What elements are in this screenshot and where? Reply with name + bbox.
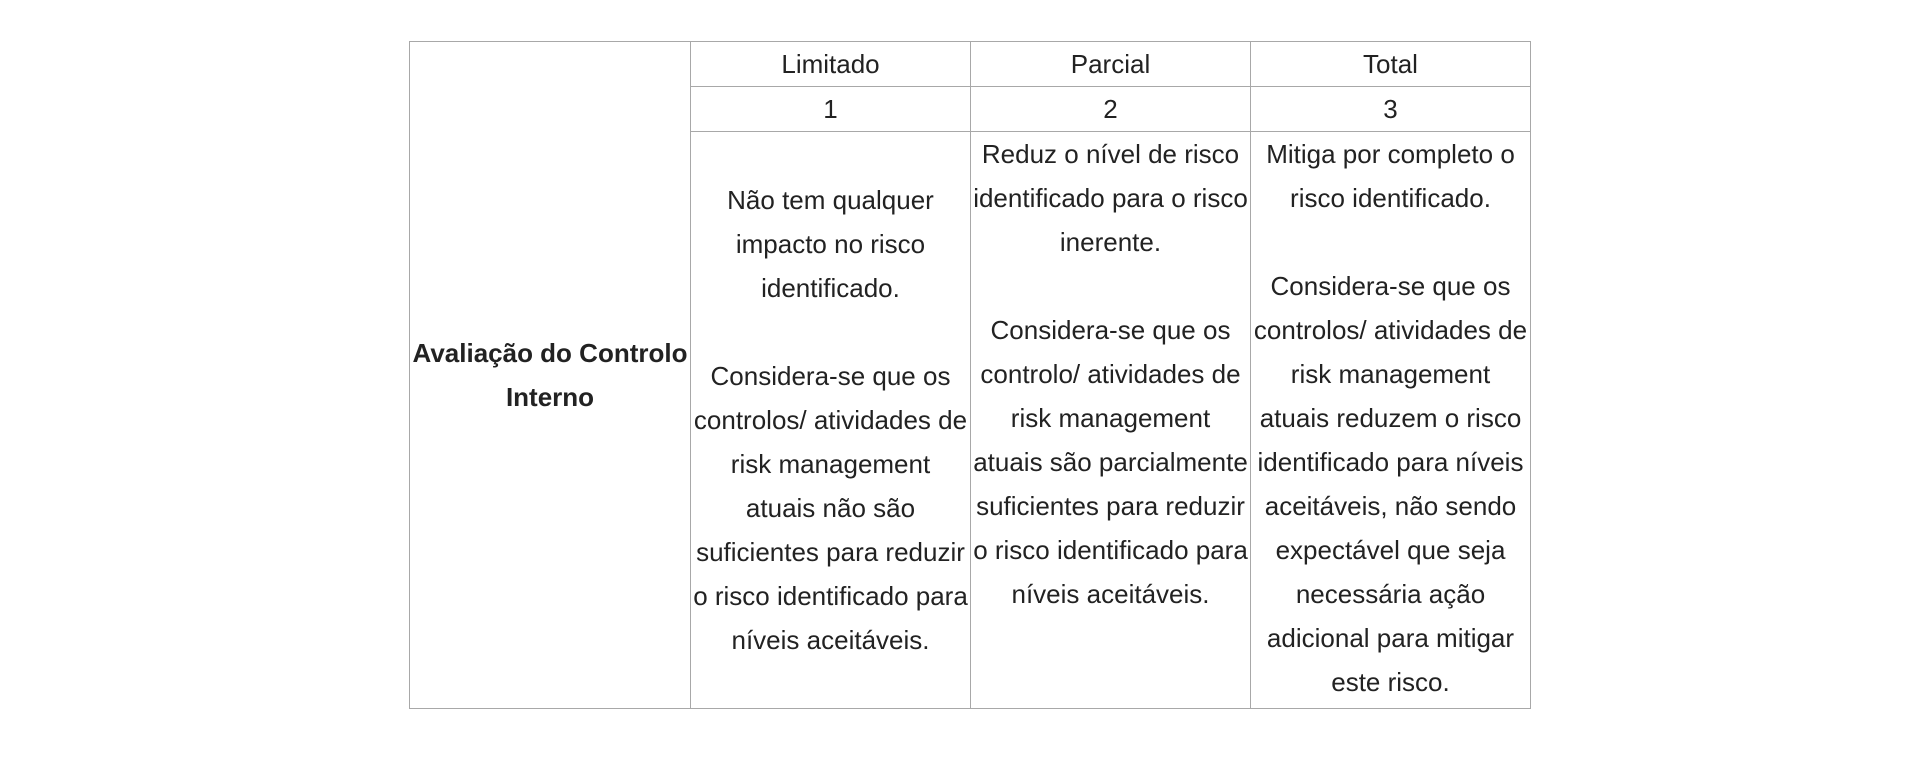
row-label-cell: Avaliação do Controlo Interno xyxy=(410,42,691,709)
description-cell-parcial: Reduz o nível de risco identificado para o risco inerente. Considera-se que os controlo/ atividades de risk management atuais são parcialmente suficientes para reduzir o risco identificado para níveis aceitáveis. xyxy=(971,132,1251,709)
description-cell-total: Mitiga por completo o risco identificado. Considera-se que os controlos/ atividades de risk management atuais reduzem o risco identificado para níveis aceitáveis, não sendo expectável que seja necessária ação adicional para mitigar este risco. xyxy=(1251,132,1531,709)
level-header-limitado: Limitado xyxy=(691,42,971,87)
level-header-total: Total xyxy=(1251,42,1531,87)
content-area xyxy=(409,41,1529,709)
score-cell-2: 2 xyxy=(971,87,1251,132)
level-header-parcial: Parcial xyxy=(971,42,1251,87)
description-cell-limitado: Não tem qualquer impacto no risco identificado. Considera-se que os controlos/ atividades de risk management atuais não são suficientes para reduzir o risco identificado para níveis aceitáveis. xyxy=(691,132,971,709)
score-cell-1: 1 xyxy=(691,87,971,132)
level-header-row xyxy=(410,42,1531,87)
score-cell-3: 3 xyxy=(1251,87,1531,132)
internal-control-assessment-table xyxy=(409,41,1531,709)
